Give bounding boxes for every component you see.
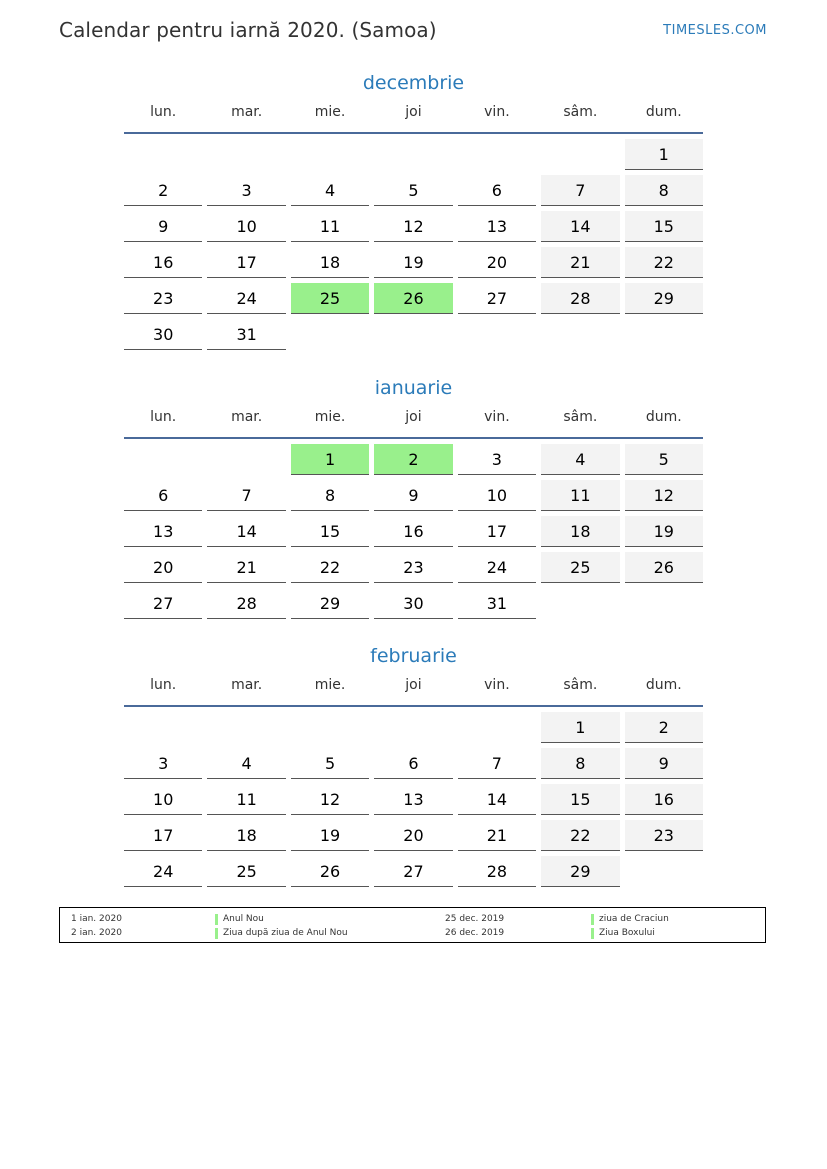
day-cell: 23: [625, 820, 703, 851]
day-cell: 7: [541, 175, 619, 206]
day-cell: 21: [207, 552, 285, 583]
day-cell: 3: [124, 748, 202, 779]
empty-day-cell: [458, 319, 536, 349]
day-cell: 23: [374, 552, 452, 583]
legend-holiday-name: Anul Nou: [223, 914, 264, 924]
day-cell: 15: [625, 211, 703, 242]
day-cell: 12: [374, 211, 452, 242]
week-row: [124, 319, 703, 350]
day-cell: 6: [458, 175, 536, 206]
day-cell: 20: [124, 552, 202, 583]
weekday-label: mie.: [314, 409, 346, 425]
empty-day-cell: [374, 139, 452, 169]
weekday-label: mie.: [314, 104, 346, 120]
weekday-header: [124, 100, 703, 124]
day-cell: 18: [541, 516, 619, 547]
day-cell: 10: [124, 784, 202, 815]
month-name: ianuarie: [374, 377, 453, 399]
day-cell: 9: [374, 480, 452, 511]
month-december: [124, 68, 703, 350]
weekday-label: lun.: [150, 104, 177, 120]
legend-date: 25 dec. 2019: [445, 914, 505, 924]
day-cell: 19: [625, 516, 703, 547]
day-cell: 25: [207, 856, 285, 887]
empty-day-cell: [541, 319, 619, 349]
day-cell: 24: [124, 856, 202, 887]
day-cell: 1: [625, 139, 703, 170]
header-divider: [124, 132, 703, 134]
day-cell: 15: [541, 784, 619, 815]
week-row: [124, 820, 703, 851]
day-cell: 29: [291, 588, 369, 619]
day-cell: 7: [458, 748, 536, 779]
day-cell: 5: [374, 175, 452, 206]
week-row: [124, 588, 703, 619]
week-row: [124, 444, 703, 475]
month-january: [124, 373, 703, 619]
day-cell: 14: [458, 784, 536, 815]
day-cell: 12: [291, 784, 369, 815]
day-cell: 24: [458, 552, 536, 583]
weekday-label: joi: [405, 677, 422, 693]
day-cell: 4: [207, 748, 285, 779]
day-cell: 19: [374, 247, 452, 278]
day-cell: 1: [541, 712, 619, 743]
empty-day-cell: [458, 712, 536, 742]
weekday-label: mar.: [231, 677, 263, 693]
day-cell: 27: [124, 588, 202, 619]
day-cell: 9: [124, 211, 202, 242]
weekday-label: mie.: [314, 677, 346, 693]
weekday-label: vin.: [484, 104, 510, 120]
day-cell: 14: [207, 516, 285, 547]
holiday-day-cell: 1: [291, 444, 369, 475]
empty-day-cell: [625, 319, 703, 349]
day-cell: 12: [625, 480, 703, 511]
empty-day-cell: [541, 139, 619, 169]
day-cell: 31: [458, 588, 536, 619]
week-grid: [124, 712, 703, 887]
weekday-label: sâm.: [563, 677, 598, 693]
day-cell: 6: [124, 480, 202, 511]
week-row: [124, 712, 703, 743]
day-cell: 29: [625, 283, 703, 314]
day-cell: 10: [207, 211, 285, 242]
day-cell: 21: [541, 247, 619, 278]
empty-day-cell: [291, 712, 369, 742]
holiday-marker: [591, 928, 594, 939]
empty-day-cell: [207, 444, 285, 474]
holiday-marker: [215, 928, 218, 939]
holiday-day-cell: 25: [291, 283, 369, 314]
weekday-header: [124, 673, 703, 697]
day-cell: 29: [541, 856, 619, 887]
empty-day-cell: [374, 712, 452, 742]
day-cell: 26: [291, 856, 369, 887]
weekday-label: sâm.: [563, 409, 598, 425]
legend-date: 1 ian. 2020: [71, 914, 122, 924]
day-cell: 6: [374, 748, 452, 779]
day-cell: 21: [458, 820, 536, 851]
day-cell: 20: [374, 820, 452, 851]
empty-day-cell: [458, 139, 536, 169]
day-cell: 26: [625, 552, 703, 583]
weekday-label: dum.: [645, 409, 682, 425]
holiday-marker: [215, 914, 218, 925]
day-cell: 11: [541, 480, 619, 511]
weekday-label: dum.: [645, 677, 682, 693]
day-cell: 24: [207, 283, 285, 314]
day-cell: 30: [124, 319, 202, 350]
week-row: [124, 552, 703, 583]
holiday-marker: [591, 914, 594, 925]
legend-holiday-name: ziua de Craciun: [599, 914, 669, 924]
legend-date: 26 dec. 2019: [445, 928, 505, 938]
day-cell: 3: [458, 444, 536, 475]
page-title: Calendar pentru iarnă 2020. (Samoa): [59, 18, 437, 42]
week-row: [124, 247, 703, 278]
day-cell: 28: [207, 588, 285, 619]
empty-day-cell: [124, 712, 202, 742]
week-row: [124, 139, 703, 170]
weekday-label: lun.: [150, 409, 177, 425]
empty-day-cell: [124, 139, 202, 169]
day-cell: 4: [291, 175, 369, 206]
day-cell: 11: [291, 211, 369, 242]
weekday-header: [124, 405, 703, 429]
empty-day-cell: [207, 139, 285, 169]
month-february: [124, 641, 703, 887]
weekday-label: joi: [405, 104, 422, 120]
holiday-legend: [59, 907, 766, 943]
week-row: [124, 748, 703, 779]
day-cell: 28: [541, 283, 619, 314]
week-grid: [124, 444, 703, 619]
day-cell: 13: [124, 516, 202, 547]
day-cell: 14: [541, 211, 619, 242]
day-cell: 30: [374, 588, 452, 619]
weekday-label: lun.: [150, 677, 177, 693]
day-cell: 8: [541, 748, 619, 779]
day-cell: 8: [291, 480, 369, 511]
day-cell: 7: [207, 480, 285, 511]
week-row: [124, 480, 703, 511]
legend-holiday-name: Ziua după ziua de Anul Nou: [223, 928, 348, 938]
day-cell: 16: [124, 247, 202, 278]
day-cell: 22: [625, 247, 703, 278]
day-cell: 3: [207, 175, 285, 206]
day-cell: 22: [541, 820, 619, 851]
day-cell: 20: [458, 247, 536, 278]
day-cell: 13: [374, 784, 452, 815]
day-cell: 5: [291, 748, 369, 779]
holiday-day-cell: 26: [374, 283, 452, 314]
day-cell: 4: [541, 444, 619, 475]
weekday-label: vin.: [484, 677, 510, 693]
day-cell: 8: [625, 175, 703, 206]
day-cell: 18: [291, 247, 369, 278]
day-cell: 16: [374, 516, 452, 547]
empty-day-cell: [207, 712, 285, 742]
week-row: [124, 283, 703, 314]
day-cell: 16: [625, 784, 703, 815]
empty-day-cell: [625, 588, 703, 618]
day-cell: 25: [541, 552, 619, 583]
empty-day-cell: [625, 856, 703, 886]
day-cell: 2: [124, 175, 202, 206]
day-cell: 13: [458, 211, 536, 242]
header-divider: [124, 437, 703, 439]
weekday-label: joi: [405, 409, 422, 425]
day-cell: 11: [207, 784, 285, 815]
week-row: [124, 516, 703, 547]
day-cell: 19: [291, 820, 369, 851]
header-divider: [124, 705, 703, 707]
day-cell: 10: [458, 480, 536, 511]
week-grid: [124, 139, 703, 350]
legend-holiday-name: Ziua Boxului: [599, 928, 655, 938]
day-cell: 2: [625, 712, 703, 743]
day-cell: 18: [207, 820, 285, 851]
weekday-label: sâm.: [563, 104, 598, 120]
day-cell: 5: [625, 444, 703, 475]
weekday-label: mar.: [231, 104, 263, 120]
day-cell: 23: [124, 283, 202, 314]
day-cell: 17: [207, 247, 285, 278]
day-cell: 27: [458, 283, 536, 314]
week-row: [124, 175, 703, 206]
weekday-label: vin.: [484, 409, 510, 425]
day-cell: 31: [207, 319, 285, 350]
week-row: [124, 211, 703, 242]
day-cell: 27: [374, 856, 452, 887]
empty-day-cell: [291, 139, 369, 169]
empty-day-cell: [124, 444, 202, 474]
site-link[interactable]: TIMESLES.COM: [663, 23, 767, 38]
day-cell: 15: [291, 516, 369, 547]
legend-date: 2 ian. 2020: [71, 928, 122, 938]
week-row: [124, 856, 703, 887]
month-name: decembrie: [362, 72, 465, 94]
day-cell: 17: [458, 516, 536, 547]
weekday-label: dum.: [645, 104, 682, 120]
empty-day-cell: [374, 319, 452, 349]
month-name: februarie: [370, 645, 457, 667]
day-cell: 22: [291, 552, 369, 583]
day-cell: 9: [625, 748, 703, 779]
empty-day-cell: [541, 588, 619, 618]
day-cell: 28: [458, 856, 536, 887]
day-cell: 17: [124, 820, 202, 851]
week-row: [124, 784, 703, 815]
holiday-day-cell: 2: [374, 444, 452, 475]
empty-day-cell: [291, 319, 369, 349]
weekday-label: mar.: [231, 409, 263, 425]
